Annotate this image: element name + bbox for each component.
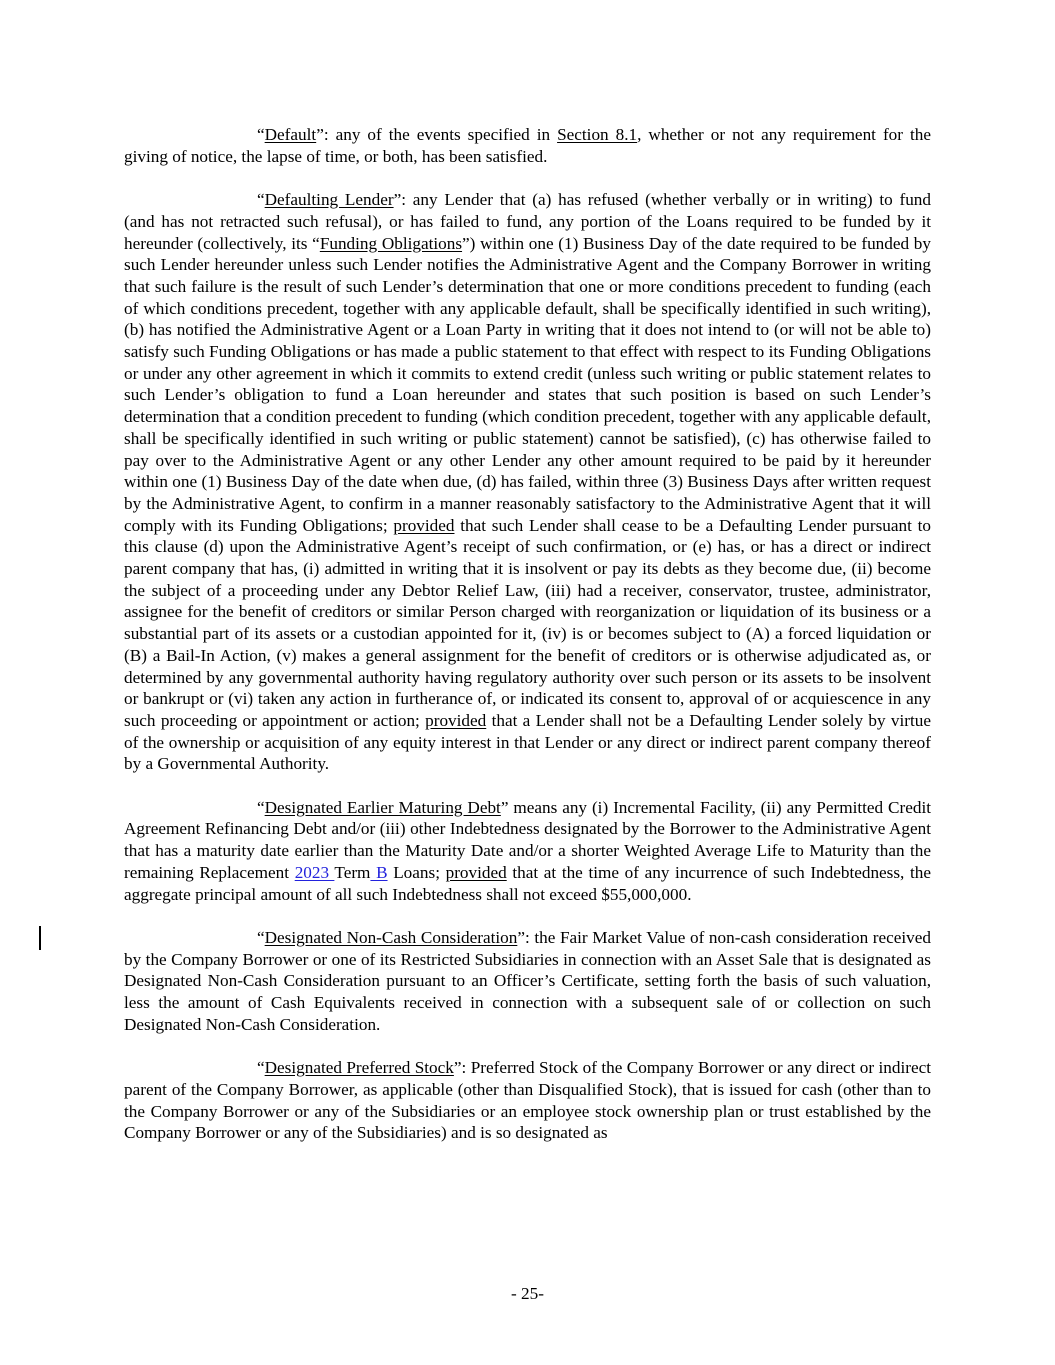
defined-term: Designated Preferred Stock — [264, 1058, 454, 1078]
definition-designated-preferred-stock: “Designated Preferred Stock”: Preferred Stock of the Company Borrower or any direct or indirect parent of the Company Borrower, as applicable (other than Disqualified Stock), that is issued for cash (other than to the Company Borrower or any of the Subsidiaries or an employee stock ownership plan or trust established by the Company Borrower or any of the Subsidiaries) and is so designated as — [124, 1058, 931, 1143]
proviso: provided — [393, 515, 455, 535]
defined-term: Funding Obligations — [319, 233, 463, 253]
inserted-text: B — [370, 862, 388, 882]
definition-designated-non-cash-consideration: “Designated Non-Cash Consideration”: the Fair Market Value of non-cash consideration received by the Company Borrower or one of its Restricted Subsidiaries in connection with an Asset Sale that is designated as Designated Non-Cash Consideration pursuant to an Officer’s Certificate, setting forth the basis of such valuation, less the amount of Cash Equivalents received in connection with a subsequent sale of or collection on such Designated Non-Cash Consideration. — [124, 927, 931, 1034]
definition-default: “Default”: any of the events specified in Section 8.1, whether or not any requirement for the giving of notice, the lapse of time, or both, has been satisfied. — [124, 125, 931, 166]
definition-designated-earlier-maturing-debt: “Designated Earlier Maturing Debt” means any (i) Incremental Facility, (ii) any Permitted Credit Agreement Refinancing Debt and/or (iii) other Indebtedness designated by the Borrower to the Administrative Agent that has a maturity date earlier than the Maturity Date and/or a shorter Weighted Average Life to Maturity than the remaining Replacement 2023 Term B Loans; provided that at the time of any incurrence of such Indebtedness, the aggregate principal amount of all such Indebtedness shall not exceed $55,000,000. — [124, 797, 932, 904]
definition-defaulting-lender: “Defaulting Lender”: any Lender that (a) has refused (whether verbally or in writing) to fund (and has not retracted such refusal), or has failed to fund, any portion of the Loans required to be funded by it hereunder (collectively, its “Funding Obligations”) within one (1) Business Day of the date required to be funded by such Lender hereunder unless such Lender notifies the Administrative Agent and the Company Borrower in writing that such failure is the result of such Lender’s determination that one or more conditions precedent to funding (each of which conditions precedent, together with any applicable default, shall be specifically identified in such writing), (b) has notified the Administrative Agent or a Loan Party in writing that it does not intend to (or will not be able to) satisfy such Funding Obligations or has made a public statement to that effect with respect to its Funding Obligations or under any other agreement in which it commits to extend credit (unless such writing or public statement relates to such Lender’s obligation to fund a Loan hereunder and states that such position is based on such Lender’s determination that a condition precedent to funding (which condition precedent, together with any applicable default, shall be specifically identified in such writing or public statement) cannot be satisfied), (c) has otherwise failed to pay over to the Administrative Agent or any other Lender any other amount required to be paid by it hereunder within one (1) Business Day of the date when due, (d) has failed, within three (3) Business Days after written request by the Administrative Agent, to confirm in a manner reasonably satisfactory to the Administrative Agent that it will comply with its Funding Obligations; provided that such Lender shall cease to be a Defaulting Lender pursuant to this clause (d) upon the Administrative Agent’s receipt of such confirmation, or (e) has, or has a direct or indirect parent company that has, (i) admitted in writing that it is insolvent or pay its debts as they become due, (ii) become the subject of a proceeding under any Debtor Relief Law, (iii) had a receiver, conservator, trustee, administrator, assignee for the benefit of creditors or similar Person charged with reorganization or liquidation of its business or a substantial part of its assets or a custodian appointed for it, (iv) is or becomes subject to (A) a forced liquidation or (B) a Bail-In Action, (v) makes a general assignment for the benefit of creditors or is otherwise adjudicated as, or determined by any governmental authority having regulatory authority over such person or its assets to be insolvent or bankrupt or (vi) taken any action in furtherance of, or indicated its consent to, approval of or acquiescence in any such proceeding or appointment or action; provided that a Lender shall not be a Defaulting Lender solely by virtue of the ownership or acquisition of any equity interest in that Lender or any direct or indirect parent company thereof by a Governmental Authority. — [124, 190, 931, 774]
defined-term: Designated Earlier Maturing Debt — [264, 797, 501, 817]
revision-change-bar — [39, 926, 41, 950]
section-reference: Section 8.1 — [557, 125, 638, 144]
document-body — [124, 124, 931, 1166]
proviso: provided — [445, 862, 507, 882]
page-number: - 25- — [511, 1284, 544, 1303]
defined-term: Designated Non-Cash Consideration — [264, 927, 518, 947]
defined-term: Defaulting Lender — [264, 190, 394, 210]
inserted-text: 2023 — [294, 862, 335, 882]
proviso: provided — [425, 710, 487, 730]
defined-term: Default — [264, 125, 317, 144]
